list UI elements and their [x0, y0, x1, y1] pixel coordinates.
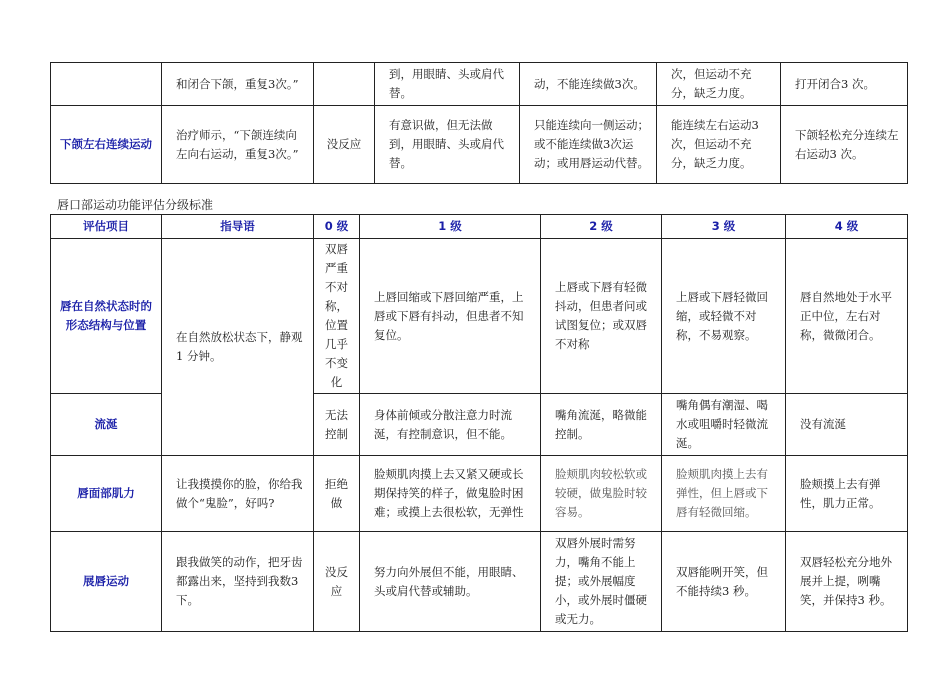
- level4-cell: 打开闭合3 次。: [781, 63, 908, 106]
- level3-cell: 脸颊肌肉摸上去有弹性，但上唇或下唇有轻微回缩。: [662, 456, 786, 532]
- level1-cell: 上唇回缩或下唇回缩严重，上唇或下唇有抖动，但患者不知复位。: [360, 239, 541, 394]
- table-row: [51, 63, 908, 106]
- level1-cell: 到，用眼睛、头或肩代替。: [375, 63, 520, 106]
- level2-cell: 脸颊肌肉较松软或较硬，做鬼脸时较容易。: [541, 456, 662, 532]
- instruction-cell: 在自然放松状态下，静观1 分钟。: [162, 239, 314, 456]
- level0-cell: 没反应: [314, 106, 375, 184]
- level4-cell: 唇自然地处于水平正中位，左右对称，微微闭合。: [786, 239, 908, 394]
- header-level2: 2 级: [541, 215, 662, 239]
- level1-cell: 努力向外展但不能，用眼睛、头或肩代替或辅助。: [360, 532, 541, 632]
- item-cell: 唇在自然状态时的形态结构与位置: [51, 239, 162, 394]
- item-cell: 下颌左右连续运动: [51, 106, 162, 184]
- level1-cell: 有意识做，但无法做到，用眼睛、头或肩代替。: [375, 106, 520, 184]
- level3-cell: 嘴角偶有潮湿、喝水或咀嚼时轻微流涎。: [662, 394, 786, 456]
- table-row: [51, 532, 908, 632]
- level1-cell: 身体前倾或分散注意力时流涎，有控制意识，但不能。: [360, 394, 541, 456]
- level2-cell: 上唇或下唇有轻微抖动，但患者问或试图复位；或双唇不对称: [541, 239, 662, 394]
- table-caption: 唇口部运动功能评估分级标准: [57, 198, 214, 212]
- level0-cell: 拒绝做: [314, 456, 360, 532]
- table-row: [51, 456, 908, 532]
- header-instruction: 指导语: [162, 215, 314, 239]
- header-level4: 4 级: [786, 215, 908, 239]
- level3-cell: 能连续左右运动3次，但运动不充分，缺乏力度。: [657, 106, 781, 184]
- instruction-cell: 治疗师示，“下颌连续向左向右运动，重复3次。”: [162, 106, 314, 184]
- item-cell: 流涎: [51, 394, 162, 456]
- item-cell: 展唇运动: [51, 532, 162, 632]
- level0-cell: 双唇严重不对称，位置几乎不变化: [314, 239, 360, 394]
- header-level0: 0 级: [314, 215, 360, 239]
- level0-cell: 无法控制: [314, 394, 360, 456]
- level0-cell: 没反应: [314, 532, 360, 632]
- level2-cell: 只能连续向一侧运动；或不能连续做3次运动；或用唇运动代替。: [520, 106, 657, 184]
- table-row: [51, 239, 908, 394]
- level4-cell: 没有流涎: [786, 394, 908, 456]
- level3-cell: 上唇或下唇轻微回缩，或轻微不对称，不易观察。: [662, 239, 786, 394]
- level4-cell: 脸颊摸上去有弹性，肌力正常。: [786, 456, 908, 532]
- level4-cell: 下颌轻松充分连续左右运动3 次。: [781, 106, 908, 184]
- lip-assessment-table: [50, 214, 908, 632]
- level3-cell: 次，但运动不充分，缺乏力度。: [657, 63, 781, 106]
- level4-cell: 双唇轻松充分地外展并上提，咧嘴笑，并保持3 秒。: [786, 532, 908, 632]
- level3-cell: 双唇能咧开笑，但不能持续3 秒。: [662, 532, 786, 632]
- header-level1: 1 级: [360, 215, 541, 239]
- item-cell: 唇面部肌力: [51, 456, 162, 532]
- mandible-table-continuation: [50, 62, 908, 184]
- header-item: 评估项目: [51, 215, 162, 239]
- level1-cell: 脸颊肌肉摸上去又紧又硬或长期保持笑的样子，做鬼脸时困难；或摸上去很松软，无弹性: [360, 456, 541, 532]
- level2-cell: 嘴角流涎，略微能控制。: [541, 394, 662, 456]
- instruction-cell: 跟我做笑的动作，把牙齿都露出来，坚持到我数3 下。: [162, 532, 314, 632]
- table-row: [51, 106, 908, 184]
- level2-cell: 双唇外展时需努力，嘴角不能上提；或外展幅度小，或外展时僵硬或无力。: [541, 532, 662, 632]
- item-cell: [51, 63, 162, 106]
- level0-cell: [314, 63, 375, 106]
- header-level3: 3 级: [662, 215, 786, 239]
- header-row: [51, 215, 908, 239]
- level2-cell: 动，不能连续做3次。: [520, 63, 657, 106]
- instruction-cell: 和闭合下颌，重复3次。”: [162, 63, 314, 106]
- instruction-cell: 让我摸摸你的脸，你给我做个“鬼脸”，好吗?: [162, 456, 314, 532]
